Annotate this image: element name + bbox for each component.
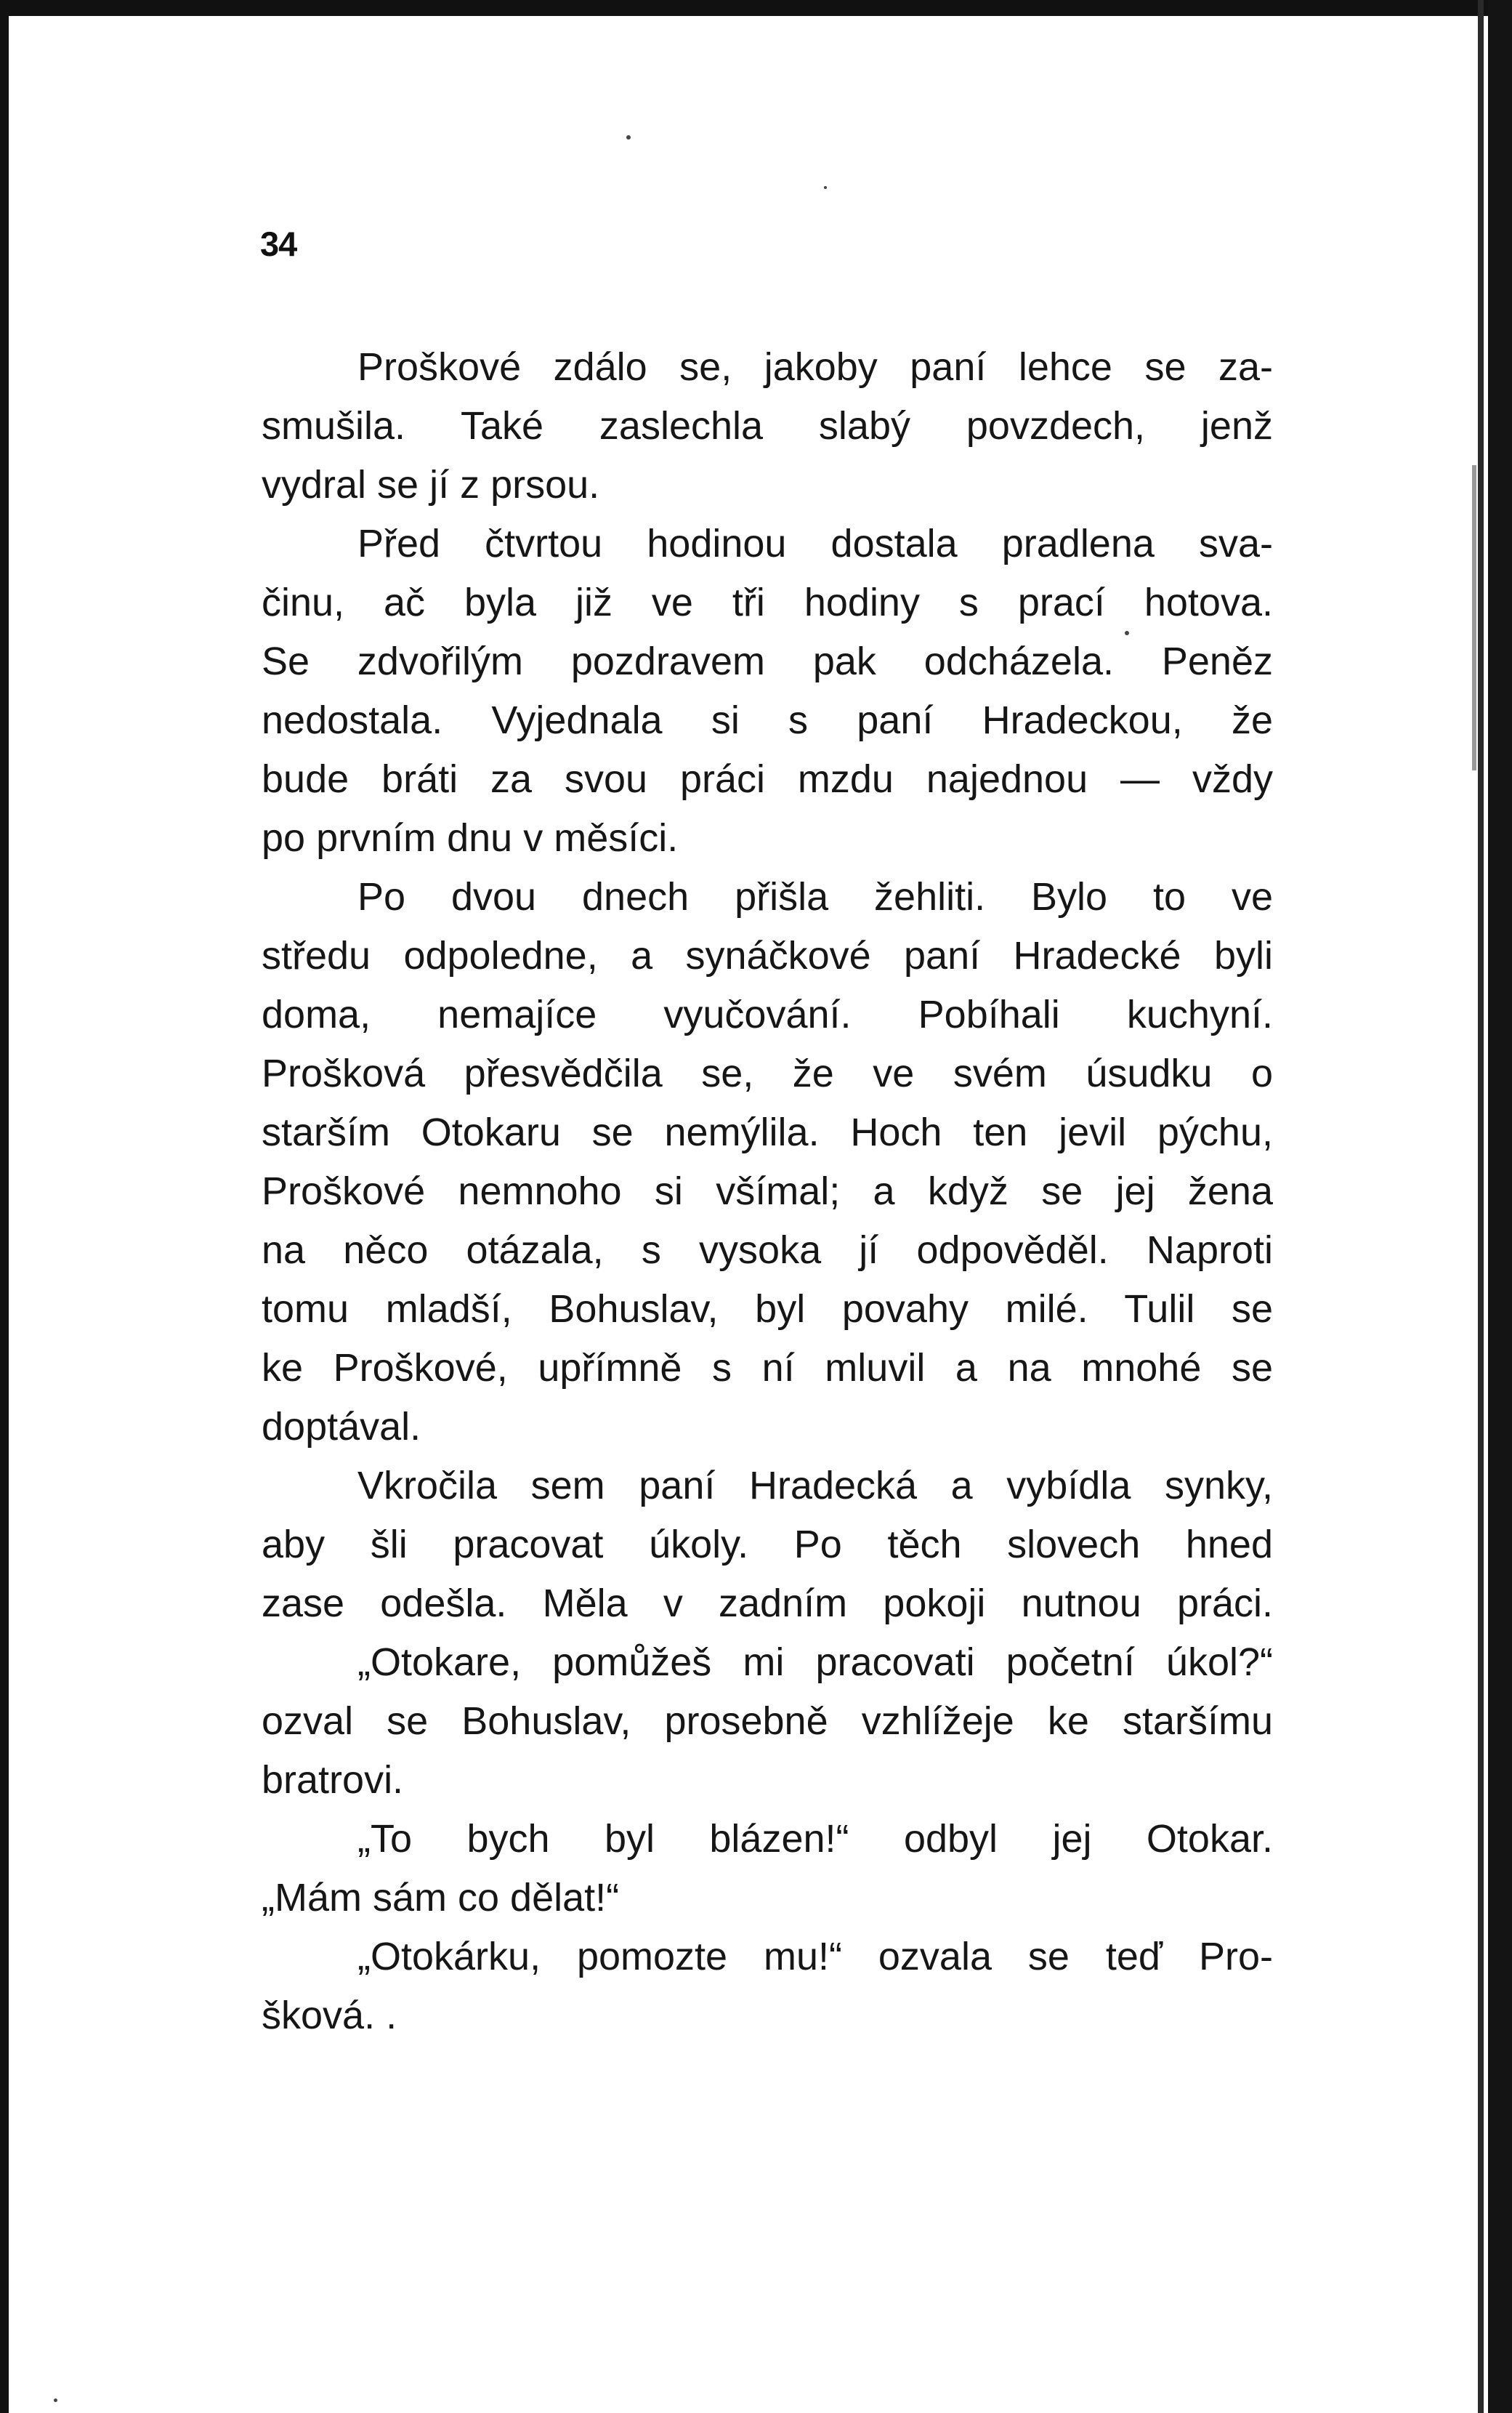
text-line: starším Otokaru se nemýlila. Hoch ten jevil pýchu, <box>262 1111 1273 1154</box>
text-line: doptával. <box>262 1405 421 1449</box>
text-line: Proškové nemnoho si všímal; a když se jej žena <box>262 1169 1273 1213</box>
text-line: po prvním dnu v měsíci. <box>262 816 679 860</box>
dust-speck <box>824 186 827 189</box>
text-line: středu odpoledne, a synáčkové paní Hradecké byli <box>262 934 1273 978</box>
text-line: Prošková přesvědčila se, že ve svém úsudku o <box>262 1052 1273 1095</box>
text-line: „To bych byl blázen!“ odbyl jej Otokar. <box>357 1817 1273 1861</box>
text-line: doma, nemajíce vyučování. Pobíhali kuchyní. <box>262 993 1273 1036</box>
text-line: ke Proškové, upřímně s ní mluvil a na mnohé se <box>262 1346 1273 1390</box>
dust-speck <box>54 2398 57 2402</box>
page-number: 34 <box>260 225 297 263</box>
text-line: smušila. Také zaslechla slabý povzdech, jenž <box>262 404 1273 448</box>
text-line: aby šli pracovat úkoly. Po těch slovech hned <box>262 1523 1273 1566</box>
text-line: bude bráti za svou práci mzdu najednou — vždy <box>262 757 1273 801</box>
spine-shadow <box>1472 465 1476 770</box>
text-line: činu, ač byla již ve tři hodiny s prací hotova. <box>262 581 1273 624</box>
text-line: „Otokare, pomůžeš mi pracovati početní úkol?“ <box>357 1640 1273 1684</box>
scan-border-right <box>1488 0 1512 2413</box>
scan-border-top <box>0 0 1512 16</box>
text-line: „Otokárku, pomozte mu!“ ozvala se teď Pro- <box>357 1935 1273 1978</box>
text-line: na něco otázala, s vysoka jí odpověděl. Naproti <box>262 1228 1273 1272</box>
text-line: šková. . <box>262 1994 397 2037</box>
text-line: „Mám sám co dělat!“ <box>262 1876 620 1919</box>
text-line: Se zdvořilým pozdravem pak odcházela. Peněz <box>262 640 1273 683</box>
dust-speck <box>626 135 631 140</box>
scan-border-left <box>0 0 9 2413</box>
text-line: zase odešla. Měla v zadním pokoji nutnou práci. <box>262 1582 1273 1625</box>
text-line: tomu mladší, Bohuslav, byl povahy milé. Tulil se <box>262 1287 1273 1331</box>
text-line: Proškové zdálo se, jakoby paní lehce se za- <box>357 345 1273 389</box>
text-line: Po dvou dnech přišla žehliti. Bylo to ve <box>357 875 1273 919</box>
scan-border-right-inner <box>1478 0 1484 2413</box>
text-line: ozval se Bohuslav, prosebně vzhlížeje ke staršímu <box>262 1699 1273 1743</box>
text-line: nedostala. Vyjednala si s paní Hradeckou, že <box>262 698 1273 742</box>
text-line: Před čtvrtou hodinou dostala pradlena sva- <box>357 522 1273 565</box>
text-line: vydral se jí z prsou. <box>262 463 600 507</box>
body-text <box>262 338 1273 2045</box>
text-line: bratrovi. <box>262 1758 404 1802</box>
text-line: Vkročila sem paní Hradecká a vybídla synky, <box>357 1464 1273 1507</box>
